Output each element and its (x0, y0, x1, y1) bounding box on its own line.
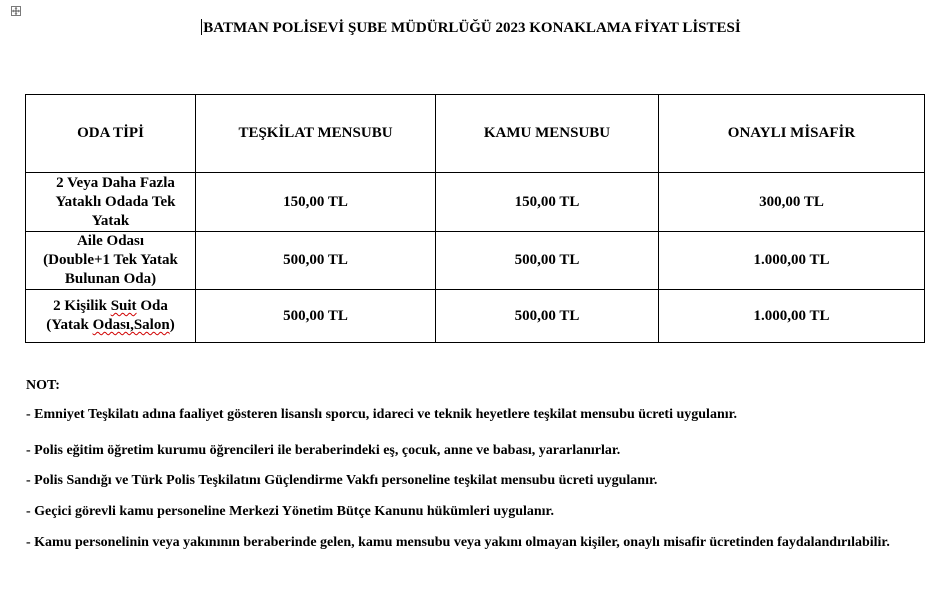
price-cell: 500,00 TL (196, 290, 436, 343)
price-cell: 1.000,00 TL (659, 290, 925, 343)
price-cell: 150,00 TL (436, 173, 659, 232)
price-table (25, 94, 925, 343)
room-type-line: 2 Kişilik Suit Oda (53, 298, 168, 314)
room-type-line: Yataklı Odada Tek (55, 193, 176, 210)
header-room-type: ODA TİPİ (26, 95, 196, 173)
notes-section (26, 377, 906, 552)
room-type-cell (26, 290, 196, 343)
notes-title: NOT: (26, 378, 60, 393)
price-cell: 500,00 TL (436, 290, 659, 343)
note-item: - Kamu personelinin veya yakınının beraberinde gelen, kamu mensubu veya yakını olmayan kişiler, onaylı misafir ücretinden faydalandırılabilir. (26, 535, 890, 550)
note-item: - Polis eğitim öğretim kurumu öğrencileri ile beraberindeki eş, çocuk, anne ve babası, yararlanırlar. (26, 443, 621, 458)
price-cell: 500,00 TL (436, 232, 659, 290)
room-type-line: Yatak (91, 212, 130, 229)
table-row (26, 290, 925, 343)
note-item: - Geçici görevli kamu personeline Merkezi Yönetim Bütçe Kanunu hükümleri uygulanır. (26, 504, 554, 519)
table-row (26, 173, 925, 232)
room-type-line: Aile Odası (76, 233, 145, 249)
note-item: - Emniyet Teşkilatı adına faaliyet gösteren lisanslı sporcu, idareci ve teknik heyetlere teşkilat mensubu ücreti uygulanır. (26, 407, 738, 422)
note-item: - Polis Sandığı ve Türk Polis Teşkilatını Güçlendirme Vakfı personeline teşkilat mensubu ücreti uygulanır. (26, 473, 658, 488)
spellcheck-underline: Odası,Salon (92, 317, 170, 333)
room-type-cell (26, 232, 196, 290)
room-type-line: 2 Veya Daha Fazla (56, 174, 175, 191)
spellcheck-underline: Suit (110, 298, 137, 314)
table-move-handle-icon[interactable] (11, 6, 21, 16)
header-approved-guest: ONAYLI MİSAFİR (659, 95, 925, 173)
room-type-line: Bulunan Oda) (64, 271, 157, 287)
document-title (0, 19, 942, 37)
price-cell: 300,00 TL (659, 173, 925, 232)
price-cell: 500,00 TL (196, 232, 436, 290)
room-type-cell (26, 173, 196, 232)
header-public-member: KAMU MENSUBU (436, 95, 659, 173)
table-header-row (26, 95, 925, 173)
header-organization-member: TEŞKİLAT MENSUBU (196, 95, 436, 173)
room-type-line: (Double+1 Tek Yatak (43, 252, 178, 268)
document-title-text: BATMAN POLİSEVİ ŞUBE MÜDÜRLÜĞÜ 2023 KONAKLAMA FİYAT LİSTESİ (203, 20, 741, 36)
table-row (26, 232, 925, 290)
price-cell: 150,00 TL (196, 173, 436, 232)
price-cell: 1.000,00 TL (659, 232, 925, 290)
room-type-line: (Yatak Odası,Salon) (46, 317, 175, 333)
